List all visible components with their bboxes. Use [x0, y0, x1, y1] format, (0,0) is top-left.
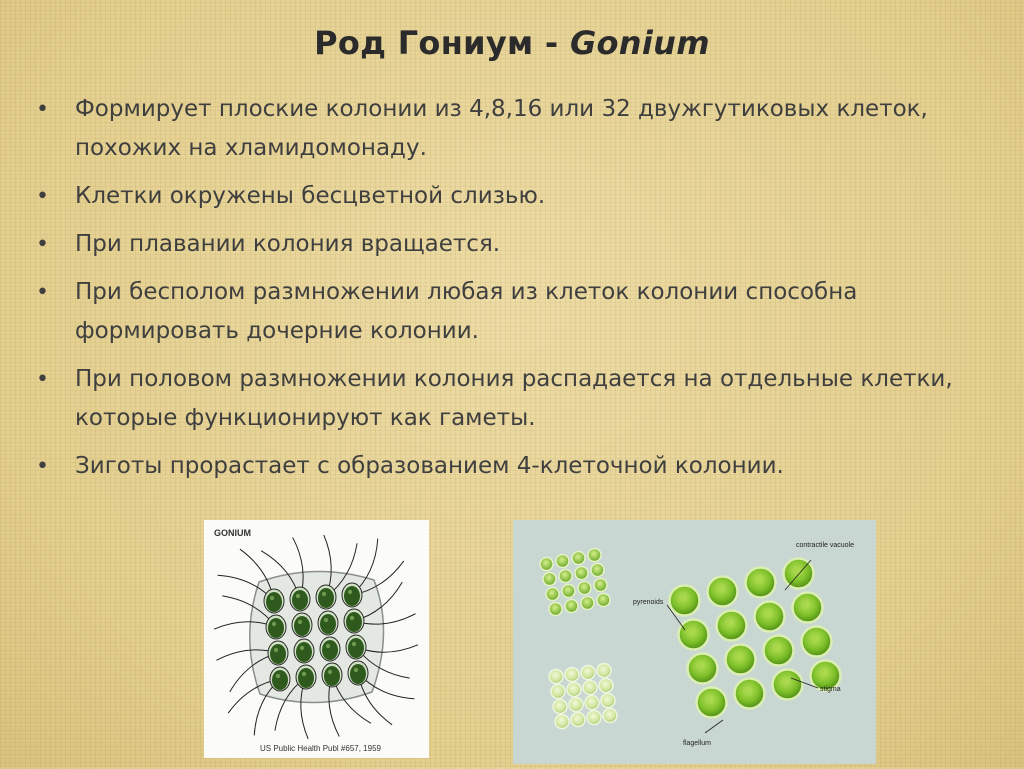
cell-chloroplast	[298, 668, 314, 688]
title-latin: Gonium	[569, 24, 710, 62]
micro-pyrenoid	[726, 620, 732, 626]
cell-pyrenoid	[270, 596, 274, 600]
micro-cell-large	[784, 559, 814, 589]
micro-cell-small	[581, 597, 594, 610]
micro-pyrenoid	[717, 586, 723, 592]
micro-pyrenoid	[688, 629, 694, 635]
bullet-item	[30, 447, 1005, 486]
bullet-text: При плавании колония вращается.	[75, 231, 501, 257]
bullet-dot: •	[36, 280, 49, 305]
micro-cell-small	[549, 603, 562, 616]
cell-chloroplast	[344, 586, 360, 606]
micro-pyrenoid	[782, 679, 788, 685]
micro-cell-pale	[553, 700, 567, 714]
drawing-credit: US Public Health Publ #657, 1959	[260, 744, 381, 753]
micro-cell-pale	[567, 683, 581, 697]
micro-cell-large	[697, 688, 727, 718]
bullet-text: Формирует плоские колонии из 4,8,16 или 32 двужгутиковых клеток, похожих на хламидомонаду.	[75, 96, 928, 161]
micro-cell-small	[591, 564, 604, 577]
micro-cell-small	[578, 582, 591, 595]
cell-chloroplast	[346, 612, 362, 632]
micro-cell-large	[717, 611, 747, 641]
gonium-drawing	[204, 520, 429, 758]
bullet-item	[30, 360, 1005, 438]
micro-cell-large	[670, 586, 700, 616]
cell-pyrenoid	[322, 592, 326, 596]
micro-cell-large	[688, 654, 718, 684]
bullet-dot: •	[36, 232, 49, 257]
cell-pyrenoid	[300, 646, 304, 650]
title-main: Род Гониум -	[314, 24, 570, 62]
micro-cell-large	[726, 645, 756, 675]
micro-cell-large	[755, 602, 785, 632]
micro-pyrenoid	[802, 602, 808, 608]
cell-pyrenoid	[274, 648, 278, 652]
micro-cell-pale	[571, 713, 585, 727]
cell-chloroplast	[324, 666, 340, 686]
cell-pyrenoid	[276, 674, 280, 678]
cell-pyrenoid	[324, 618, 328, 622]
bullet-item	[30, 225, 1005, 264]
micro-pyrenoid	[764, 611, 770, 617]
micro-cell-pale	[555, 715, 569, 729]
label-flagellum: flagellum	[683, 740, 712, 747]
micro-pyrenoid	[820, 670, 826, 676]
drawing-label: GONIUM	[214, 528, 251, 538]
bullet-text: При бесполом размножении любая из клеток колонии способна формировать дочерние колонии.	[75, 279, 858, 344]
cell-pyrenoid	[302, 672, 306, 676]
micro-cell-large	[793, 593, 823, 623]
micro-cell-small	[565, 600, 578, 613]
cell-pyrenoid	[328, 670, 332, 674]
bullet-dot: •	[36, 184, 49, 209]
bullet-item	[30, 177, 1005, 216]
bullet-text: При половом размножении колония распадается на отдельные клетки, которые функционируют как гаметы.	[75, 366, 953, 431]
bullet-dot: •	[36, 97, 49, 122]
cell-chloroplast	[270, 644, 286, 664]
cell-pyrenoid	[354, 668, 358, 672]
micro-cell-pale	[603, 709, 617, 723]
cell-chloroplast	[318, 588, 334, 608]
cell-chloroplast	[292, 590, 308, 610]
micro-cell-large	[679, 620, 709, 650]
micro-cell-small	[594, 579, 607, 592]
micro-cell-small	[597, 594, 610, 607]
bullet-text: Клетки окружены бесцветной слизью.	[75, 183, 546, 209]
micro-cell-pale	[585, 696, 599, 710]
micro-pyrenoid	[679, 595, 685, 601]
micro-cell-large	[746, 568, 776, 598]
micro-cell-pale	[569, 698, 583, 712]
gonium-micrograph-figure	[513, 520, 876, 764]
micro-cell-small	[572, 552, 585, 565]
cell-chloroplast	[266, 592, 282, 612]
cell-chloroplast	[348, 638, 364, 658]
micro-cell-large	[735, 679, 765, 709]
micro-cell-pale	[587, 711, 601, 725]
micro-pyrenoid	[735, 654, 741, 660]
micro-cell-pale	[565, 668, 579, 682]
micro-cell-small	[556, 555, 569, 568]
micro-cell-small	[562, 585, 575, 598]
micro-pyrenoid	[755, 577, 761, 583]
bullet-item	[30, 90, 1005, 168]
cell-chloroplast	[320, 614, 336, 634]
micro-cell-pale	[599, 679, 613, 693]
cell-chloroplast	[294, 616, 310, 636]
micro-cell-small	[588, 549, 601, 562]
micro-pyrenoid	[773, 645, 779, 651]
micro-cell-pale	[583, 681, 597, 695]
label-pyrenoids: pyrenoids	[633, 599, 664, 606]
micro-cell-large	[708, 577, 738, 607]
slide-title	[0, 24, 1024, 62]
micro-cell-pale	[597, 664, 611, 678]
bullet-dot: •	[36, 367, 49, 392]
gonium-drawing-figure	[204, 520, 429, 758]
micro-cell-small	[540, 558, 553, 571]
micro-cell-pale	[601, 694, 615, 708]
bullet-dot: •	[36, 454, 49, 479]
bullet-list	[30, 90, 1005, 495]
cell-pyrenoid	[352, 642, 356, 646]
micro-cell-pale	[549, 670, 563, 684]
cell-pyrenoid	[348, 590, 352, 594]
cell-chloroplast	[268, 618, 284, 638]
bullet-text: Зиготы прорастает с образованием 4-клеточной колонии.	[75, 453, 784, 479]
cell-pyrenoid	[350, 616, 354, 620]
cell-pyrenoid	[296, 594, 300, 598]
cell-chloroplast	[296, 642, 312, 662]
micro-cell-small	[546, 588, 559, 601]
micro-cell-pale	[581, 666, 595, 680]
cell-pyrenoid	[326, 644, 330, 648]
cell-chloroplast	[272, 670, 288, 690]
micro-cell-small	[559, 570, 572, 583]
micro-pyrenoid	[744, 688, 750, 694]
cell-pyrenoid	[298, 620, 302, 624]
micro-cell-large	[764, 636, 794, 666]
micro-cell-pale	[551, 685, 565, 699]
gonium-micrograph	[513, 520, 876, 764]
cell-chloroplast	[322, 640, 338, 660]
micro-cell-large	[773, 670, 803, 700]
micro-pyrenoid	[811, 636, 817, 642]
cell-pyrenoid	[272, 622, 276, 626]
cell-chloroplast	[350, 664, 366, 684]
micro-pyrenoid	[793, 568, 799, 574]
micro-pyrenoid	[697, 663, 703, 669]
micro-cell-small	[575, 567, 588, 580]
label-stigma: stigma	[820, 686, 841, 693]
label-contractile-vacuole: contractile vacuole	[796, 542, 854, 549]
micro-cell-small	[543, 573, 556, 586]
micro-pyrenoid	[706, 697, 712, 703]
micro-cell-large	[802, 627, 832, 657]
bullet-item	[30, 273, 1005, 351]
